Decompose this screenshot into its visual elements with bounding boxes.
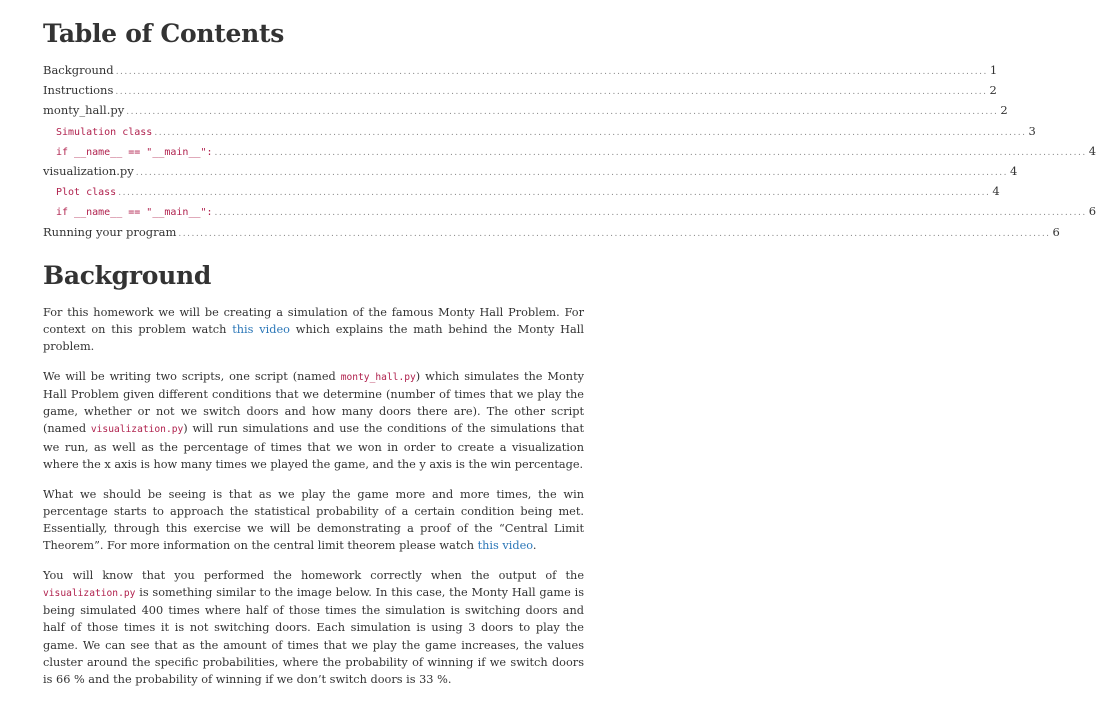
- paragraph-text: You will know that you performed the homework correctly when the output of the: [43, 568, 584, 582]
- toc-entry-main-block[interactable]: [43, 141, 1096, 161]
- toc-page-number[interactable]: 4: [1009, 163, 1018, 178]
- paragraph-text: is something similar to the image below. In this case, the Monty Hall game is being simulated 400 times where half of those times the simulation is switching doors and half of those times it is not switching doors. Each simulation is using 3 doors to play the game. We can see that as the amount of times that we play the game increases, the values cluster around the specific probabilities, where the probability of winning if we switch doors is 66 % and the probability of winning if we don’t switch doors is 33 %.: [43, 586, 584, 687]
- inline-code-monty-hall: monty_hall.py: [340, 371, 416, 383]
- paragraph-text: We will be writing two scripts, one script (named: [43, 369, 341, 383]
- toc-page-number[interactable]: 4: [1088, 143, 1096, 158]
- toc-page-number[interactable]: 2: [989, 83, 997, 98]
- toc-page-number[interactable]: 3: [1028, 123, 1036, 138]
- toc-dot-leader: ........................................................................................................................................................................................................: [214, 208, 1087, 219]
- paragraph-scripts: [43, 368, 584, 473]
- toc-page-number[interactable]: 4: [992, 184, 1000, 199]
- paragraph-text: What we should be seeing is that as we play the game more and more times, the win percentage starts to approach the statistical probability of a certain condition being met. Essentially, through this exercise we will be demonstrating a proof of the “Central Limit Theorem”. For more information on the central limit theorem please watch: [43, 487, 584, 553]
- toc-page-number[interactable]: 6: [1052, 224, 1060, 239]
- toc-entry-label[interactable]: Background: [43, 63, 114, 77]
- toc-dot-leader: ........................................................................................................................................................................................................: [118, 188, 991, 199]
- toc-entry-background[interactable]: [43, 60, 998, 80]
- toc-entry-visualization-py[interactable]: [43, 161, 1018, 181]
- toc-entry-label[interactable]: Simulation class: [56, 126, 153, 138]
- toc-dot-leader: ........................................................................................................................................................................................................: [115, 67, 988, 77]
- toc-entry-label[interactable]: Running your program: [43, 224, 177, 239]
- toc-entry-label[interactable]: Plot class: [56, 187, 117, 199]
- toc-page-number[interactable]: 2: [1000, 103, 1008, 118]
- toc-entry-label[interactable]: visualization.py: [43, 163, 134, 178]
- paragraph-text: ) which simulates the Monty Hall Problem given different conditions that we determine (number of times that we play the game, whether or not we switch doors and how many doors there are). The other script (named: [43, 369, 584, 436]
- toc-dot-leader: ........................................................................................................................................................................................................: [154, 127, 1027, 138]
- toc-entry-simulation-class[interactable]: [43, 121, 1036, 141]
- toc-dot-leader: ........................................................................................................................................................................................................: [115, 87, 988, 98]
- paragraph-text: .: [532, 539, 537, 553]
- toc-page-number[interactable]: 1: [989, 63, 998, 77]
- paragraph-expected-output: [43, 567, 584, 688]
- toc-dot-leader: ........................................................................................................................................................................................................: [135, 167, 1008, 178]
- video-link[interactable]: this video: [477, 539, 533, 553]
- paragraph-intro: [43, 304, 584, 356]
- toc-entry-label[interactable]: if __name__ == "__main__":: [56, 146, 213, 158]
- toc-title: Table of Contents: [43, 19, 285, 48]
- toc-entry-instructions[interactable]: [43, 80, 997, 100]
- table-of-contents: [43, 60, 1096, 242]
- toc-dot-leader: ........................................................................................................................................................................................................: [126, 107, 999, 118]
- video-link[interactable]: this video: [232, 322, 290, 336]
- toc-dot-leader: ........................................................................................................................................................................................................: [214, 147, 1087, 158]
- toc-entry-label[interactable]: monty_hall.py: [43, 103, 125, 118]
- paragraph-text: ) will run simulations and use the conditions of the simulations that we run, as well as the percentage of times that we won in order to create a visualization where the x axis is how many times we played the game, and the y axis is the win percentage.: [43, 422, 584, 471]
- paragraph-text: which explains the math behind the Monty Hall problem.: [43, 322, 584, 354]
- toc-entry-running-your-program[interactable]: [43, 222, 1060, 242]
- toc-entry-monty-hall-py[interactable]: [43, 100, 1008, 120]
- toc-dot-leader: ........................................................................................................................................................................................................: [178, 228, 1051, 239]
- toc-entry-plot-class[interactable]: [43, 181, 1000, 201]
- section-title-background: Background: [43, 260, 212, 290]
- paragraph-central-limit: [43, 486, 584, 555]
- toc-entry-label[interactable]: if __name__ == "__main__":: [56, 207, 213, 219]
- toc-entry-label[interactable]: Instructions: [43, 83, 114, 98]
- toc-entry-main-block[interactable]: [43, 201, 1096, 221]
- inline-code-visualization: visualization.py: [43, 588, 136, 600]
- inline-code-visualization: visualization.py: [90, 424, 184, 436]
- paragraph-text: For this homework we will be creating a simulation of the famous Monty Hall Problem. For context on this problem watch: [43, 305, 584, 336]
- toc-page-number[interactable]: 6: [1088, 204, 1096, 219]
